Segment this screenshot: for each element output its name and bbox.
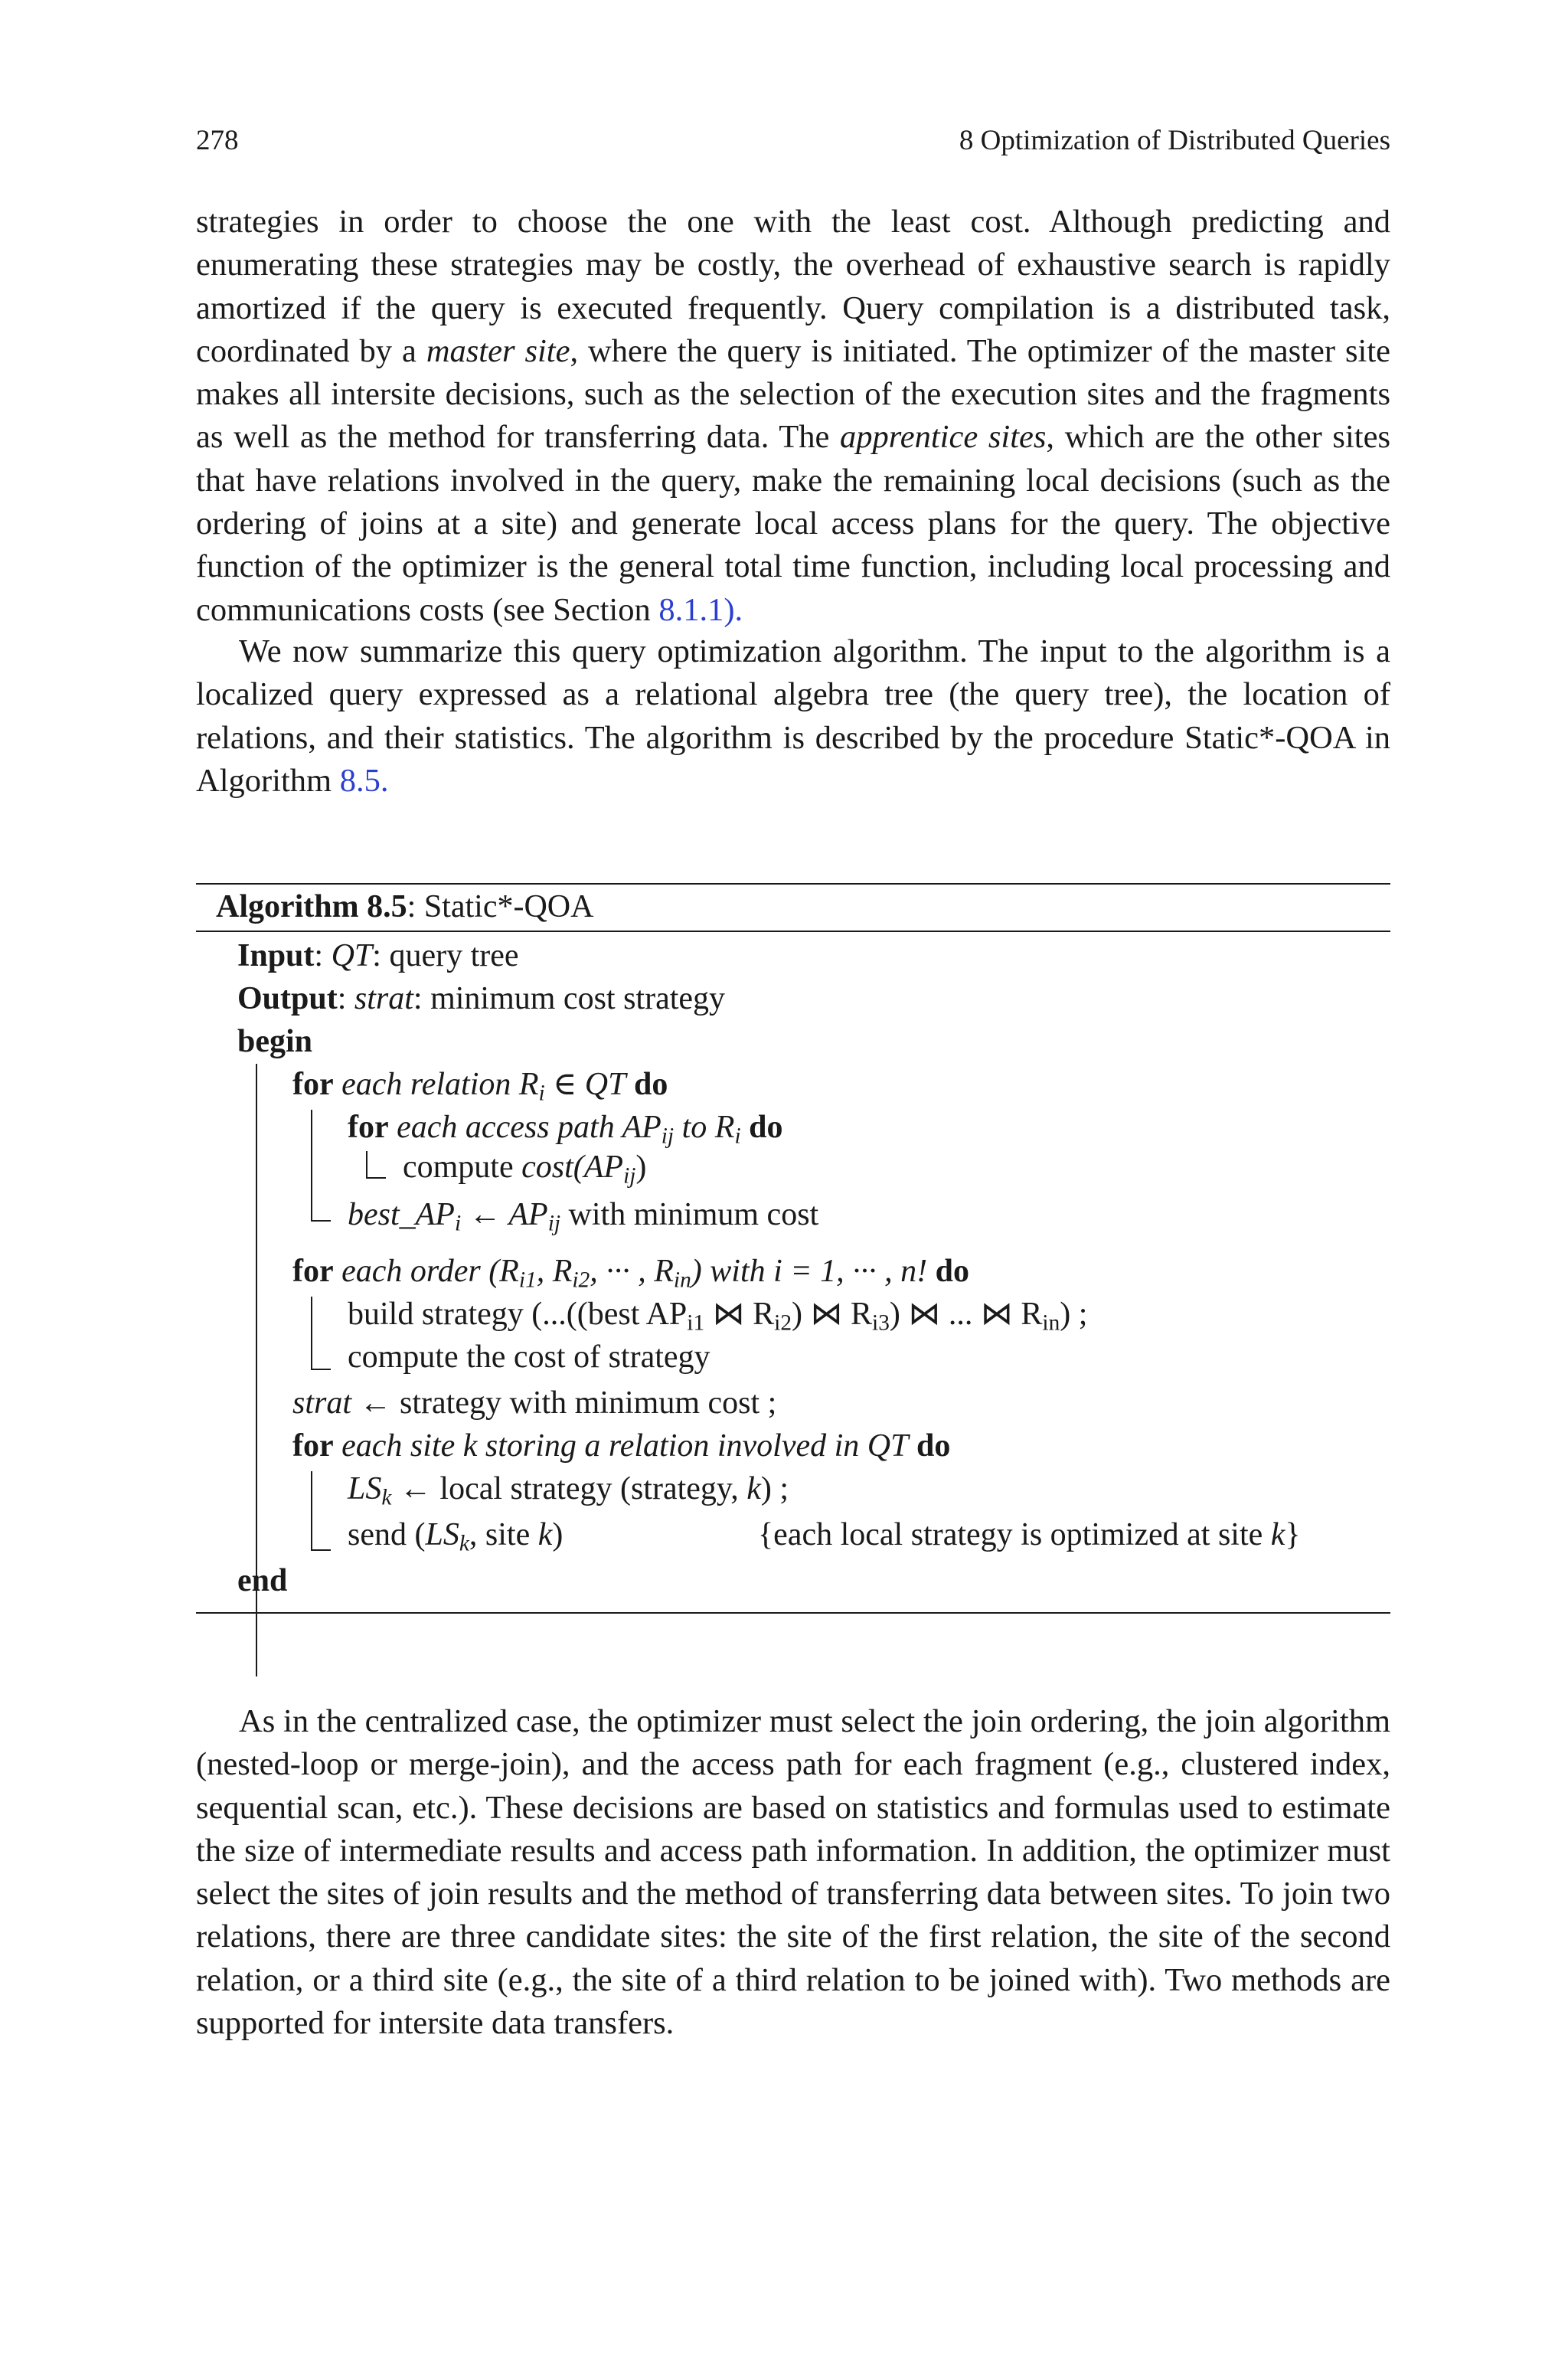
for-each-order: for each order ($R_{i1}$, $R_{i2}$, ··· , $R_{in}$) with i = 1, ··· , n! do (292, 1254, 969, 1293)
compute-strategy-line: compute the cost of strategy (348, 1339, 710, 1375)
text: We now summarize this query optimization algorithm. The input to the algorithm is a localized query expressed as a relational algebra tree (the query tree), the location of relations, and their statistics. The algorithm is described by the procedure Static*-QOA in Algorithm (196, 633, 1390, 799)
algorithm-caption: Algorithm 8.5: Static*-QOA (216, 889, 594, 924)
best-ap-line: $best\_AP_i$ ← $AP_{ij}$ with minimum cost (348, 1197, 819, 1236)
algorithm-input: Input: QT: query tree (237, 938, 519, 973)
emphasis-apprentice-sites: apprentice sites (840, 419, 1047, 456)
page-number: 278 (196, 125, 239, 156)
text: , where the query is initiated. The optimizer of the master site makes all intersite decisions, such as the selection of the execution sites and the fragments as well as the method for transferring data. The (196, 332, 1390, 456)
chapter-title: 8 Optimization of Distributed Queries (959, 125, 1390, 156)
algorithm-top-rule (196, 883, 1390, 885)
paragraph-1 (196, 201, 1390, 632)
local-strategy-line: $LS_k$ ← local strategy (strategy, k) ; (348, 1471, 789, 1510)
algorithm-bottom-rule (196, 1612, 1390, 1614)
for4-bar (311, 1471, 312, 1551)
algorithm-mid-rule (196, 931, 1390, 932)
send-line: send ($LS_k$, site k) (348, 1517, 564, 1556)
for4-foot (311, 1549, 331, 1551)
for1-foot (311, 1220, 331, 1222)
for1-bar (311, 1110, 312, 1222)
for2-foot (366, 1177, 386, 1179)
section-link[interactable]: 8.1.1). (658, 591, 743, 628)
compute-cost-line: compute $\cos t(AP_{ij})$ (403, 1150, 647, 1189)
algorithm-output: Output: strat: minimum cost strategy (237, 981, 726, 1016)
text: , which are the other sites that have relations involved in the query, make the remaining local decisions (such as the ordering of joins at a site) and generate local access plans for the query. The objective function of the optimizer is the general total time function, including local processing and communications costs (see Section (196, 419, 1390, 628)
algorithm-end: end (237, 1563, 288, 1598)
for3-foot (311, 1369, 331, 1370)
for-each-relation: for each relation $R_i$ ∈ QT do (292, 1067, 668, 1106)
for3-bar (311, 1297, 312, 1370)
algorithm-begin: begin (237, 1024, 313, 1059)
text: strategies in order to choose the one with the least cost. Although predicting and enumerating these strategies may be costly, the overhead of exhaustive search is rapidly amortized if the query is executed frequently. Query compilation is a distributed task, coordinated by a (196, 204, 1390, 369)
send-comment: {each local strategy is optimized at site k} (758, 1517, 1301, 1552)
algorithm-link[interactable]: 8.5. (339, 762, 389, 799)
for-each-site: for each site k storing a relation involved in QT do (292, 1428, 951, 1464)
paragraph-3: As in the centralized case, the optimizer must select the join ordering, the join algorithm (nested-loop or merge-join), and the access path for each fragment (e.g., clustered index, sequential scan, etc.). These decisions are based on statistics and formulas used to estimate the size of intermediate results and access path information. In addition, the optimizer must select the sites of join results and the method of transferring data between sites. To join two relations, there are three candidate sites: the site of the first relation, the site of the second relation, or a third site (e.g., the site of a third relation to be joined with). Two methods are supported for intersite data transfers. (196, 1703, 1390, 2042)
strat-assign-line: strat ← strategy with minimum cost ; (292, 1385, 777, 1421)
emphasis-master-site: master site (426, 332, 570, 369)
for2-bar (366, 1151, 368, 1179)
paragraph-2 (196, 630, 1390, 803)
build-strategy-line: build strategy (...((best $AP_{i1}$ ⋈ $R_{i2}$) ⋈ $R_{i3}$) ⋈ ... ⋈ $R_{in}$) ; (348, 1297, 1088, 1336)
for-each-access-path: for each access path $AP_{ij}$ to $R_i$ do (348, 1110, 783, 1149)
